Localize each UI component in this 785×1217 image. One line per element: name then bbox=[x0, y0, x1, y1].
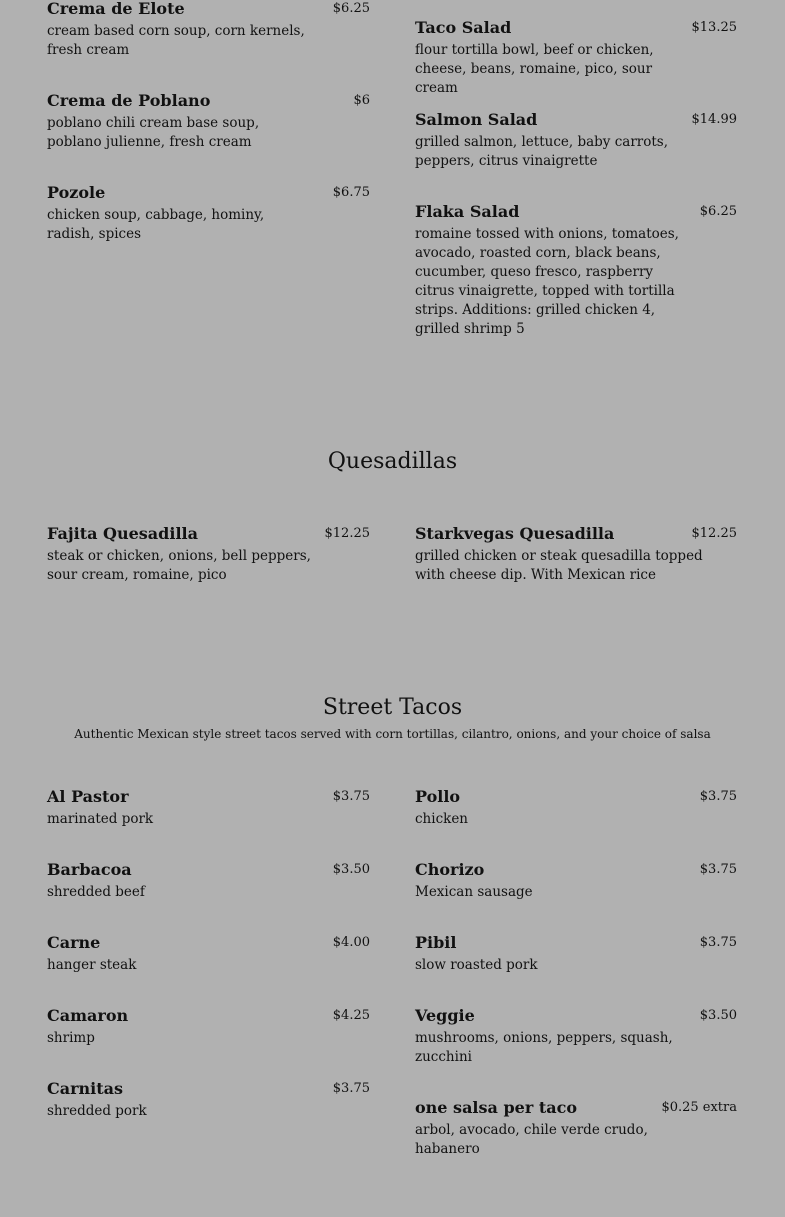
section-subtitle-street-tacos: Authentic Mexican style street tacos served with corn tortillas, cilantro, onions, and your choice of salsa bbox=[74, 727, 711, 741]
item-name: Carnitas bbox=[47, 1079, 124, 1098]
item-price: $3.50 bbox=[699, 1008, 737, 1023]
item-name: Fajita Quesadilla bbox=[47, 524, 198, 543]
item-description: poblano chili cream base soup, poblano julienne, fresh cream bbox=[47, 115, 260, 150]
item-description: slow roasted pork bbox=[415, 957, 538, 973]
item-name: Crema de Elote bbox=[47, 0, 185, 18]
item-price: $13.25 bbox=[691, 20, 737, 35]
item-price: $3.75 bbox=[699, 789, 737, 804]
item-description: Mexican sausage bbox=[415, 884, 533, 900]
item-name: Carne bbox=[47, 933, 101, 952]
item-price: $3.75 bbox=[699, 862, 737, 877]
item-price: $6 bbox=[353, 93, 370, 108]
item-name: one salsa per taco bbox=[415, 1098, 577, 1117]
item-description: flour tortilla bowl, beef or chicken, cheese, beans, romaine, pico, sour cream bbox=[415, 42, 654, 96]
item-description: shredded beef bbox=[47, 884, 145, 900]
item-description: marinated pork bbox=[47, 811, 154, 827]
item-price: $3.75 bbox=[332, 1081, 370, 1096]
item-name: Chorizo bbox=[415, 860, 485, 879]
item-price: $6.25 bbox=[332, 1, 370, 16]
item-name: Crema de Poblano bbox=[47, 91, 211, 110]
item-description: hanger steak bbox=[47, 957, 137, 973]
item-name: Al Pastor bbox=[47, 787, 129, 806]
item-description: grilled chicken or steak quesadilla topped with cheese dip. With Mexican rice bbox=[415, 548, 703, 583]
item-price: $4.25 bbox=[332, 1008, 370, 1023]
item-description: chicken bbox=[415, 811, 468, 827]
item-description: chicken soup, cabbage, hominy, radish, spices bbox=[47, 207, 265, 242]
item-description: cream based corn soup, corn kernels, fresh cream bbox=[47, 23, 305, 58]
item-name: Starkvegas Quesadilla bbox=[415, 524, 615, 543]
item-description: shrimp bbox=[47, 1030, 95, 1046]
item-price: $12.25 bbox=[691, 526, 737, 541]
item-name: Pollo bbox=[415, 787, 461, 806]
item-name: Camaron bbox=[47, 1006, 129, 1025]
item-description: arbol, avocado, chile verde crudo, habanero bbox=[415, 1122, 648, 1157]
item-price: $4.00 bbox=[332, 935, 370, 950]
item-name: Veggie bbox=[415, 1006, 475, 1025]
item-price: $6.25 bbox=[699, 204, 737, 219]
item-description: shredded pork bbox=[47, 1103, 147, 1119]
item-name: Pibil bbox=[415, 933, 457, 952]
item-price: $3.50 bbox=[332, 862, 370, 877]
item-description: romaine tossed with onions, tomatoes, avocado, roasted corn, black beans, cucumber, queso fresco, raspberry citrus vinaigrette, topped with tortilla strips. Additions: grilled chicken 4, grilled shrimp 5 bbox=[415, 226, 679, 337]
item-price: $3.75 bbox=[332, 789, 370, 804]
section-title-street-tacos: Street Tacos bbox=[322, 695, 463, 720]
item-name: Flaka Salad bbox=[415, 202, 520, 221]
item-description: steak or chicken, onions, bell peppers, sour cream, romaine, pico bbox=[47, 548, 311, 583]
item-price: $14.99 bbox=[691, 112, 737, 127]
section-title-quesadillas: Quesadillas bbox=[327, 449, 458, 474]
item-price: $3.75 bbox=[699, 935, 737, 950]
item-price: $12.25 bbox=[324, 526, 370, 541]
item-name: Salmon Salad bbox=[415, 110, 538, 129]
item-name: Taco Salad bbox=[415, 18, 512, 37]
item-price: $0.25 extra bbox=[661, 1100, 737, 1115]
item-price: $6.75 bbox=[332, 185, 370, 200]
item-name: Barbacoa bbox=[47, 860, 132, 879]
item-name: Pozole bbox=[47, 183, 106, 202]
item-description: mushrooms, onions, peppers, squash, zucchini bbox=[415, 1030, 673, 1065]
item-description: grilled salmon, lettuce, baby carrots, peppers, citrus vinaigrette bbox=[415, 134, 668, 169]
